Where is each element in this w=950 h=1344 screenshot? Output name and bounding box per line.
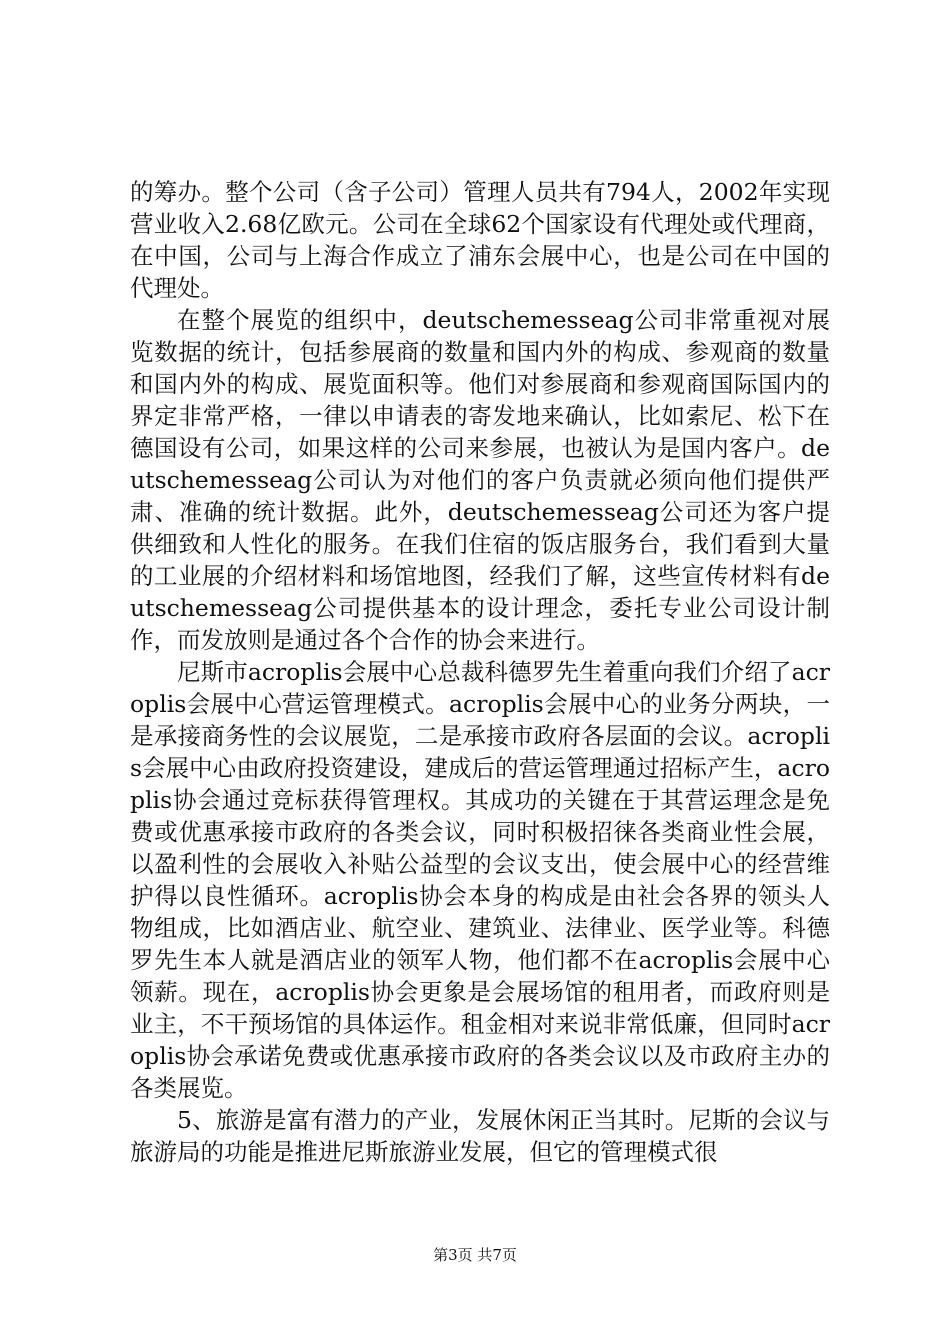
- paragraph-4: 5、旅游是富有潜力的产业，发展休闲正当其时。尼斯的会议与旅游局的功能是推进尼斯旅游业发展，但它的管理模式很: [130, 1106, 830, 1166]
- paragraph-2: 在整个展览的组织中，deutschemesseag公司非常重视对展览数据的统计，包括参展商的数量和国内外的构成、参观商的数量和国内外的构成、展览面积等。他们对参展商和参观商国际国内的界定非常严格，一律以申请表的寄发地来确认，比如索尼、松下在德国设有公司，如果这样的公司来参展，也被认为是国内客户。deutschemesseag公司认为对他们的客户负责就必须向他们提供严肃、准确的统计数据。此外，deutschemesseag公司还为客户提供细致和人性化的服务。在我们住宿的饭店服务台，我们看到大量的工业展的介绍材料和场馆地图，经我们了解，这些宣传材料有deutschemesseag公司提供基本的设计理念，委托专业公司设计制作，而发放则是通过各个合作的协会来进行。: [130, 306, 830, 654]
- page-number-label: 第3页 共7页: [433, 1246, 517, 1264]
- page-footer: [0, 1245, 950, 1265]
- document-body: [130, 176, 830, 1168]
- paragraph-3: 尼斯市acroplis会展中心总裁科德罗先生着重向我们介绍了acroplis会展中心营运管理模式。acroplis会展中心的业务分两块，一是承接商务性的会议展览，二是承接市政府各层面的会议。acroplis会展中心由政府投资建设，建成后的营运管理通过招标产生，acroplis协会通过竞标获得管理权。其成功的关键在于其营运理念是免费或优惠承接市政府的各类会议，同时积极招徕各类商业性会展，以盈利性的会展收入补贴公益型的会议支出，使会展中心的经营维护得以良性循环。acroplis协会本身的构成是由社会各界的领头人物组成，比如酒店业、航空业、建筑业、法律业、医学业等。科德罗先生本人就是酒店业的领军人物，他们都不在acroplis会展中心领薪。现在，acroplis协会更象是会展场馆的租用者，而政府则是业主，不干预场馆的具体运作。租金相对来说非常低廉，但同时acroplis协会承诺免费或优惠承接市政府的各类会议以及市政府主办的各类展览。: [130, 658, 830, 1102]
- paragraph-1: 的筹办。整个公司（含子公司）管理人员共有794人，2002年实现营业收入2.68亿欧元。公司在全球62个国家设有代理处或代理商，在中国，公司与上海合作成立了浦东会展中心，也是公司在中国的代理处。: [130, 178, 830, 302]
